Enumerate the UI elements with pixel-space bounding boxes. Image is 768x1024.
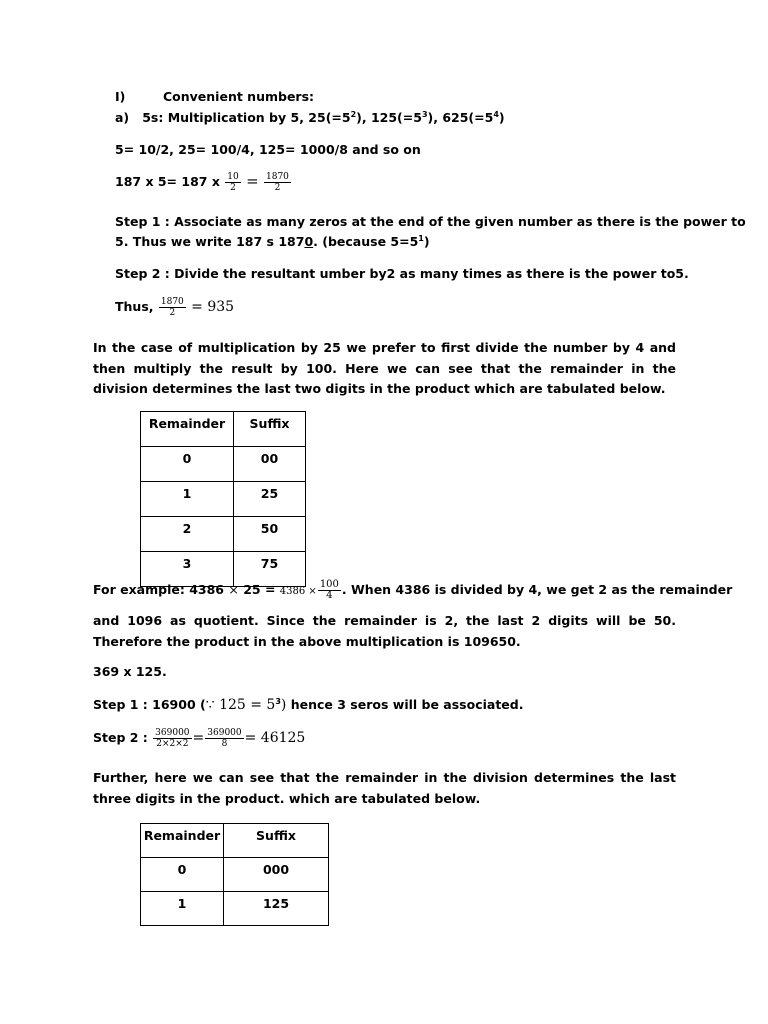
step1-line2	[115, 234, 430, 249]
table-row	[141, 482, 306, 517]
item-a-exp3: 4	[493, 109, 499, 119]
fraction-100-4	[318, 580, 341, 601]
fraction-denominator: 4	[326, 590, 333, 601]
item-a	[115, 110, 505, 125]
ex125-step1-pre: Step 1 : 16900 (	[93, 697, 206, 712]
ex125-step1-math: ∵ 125 = 5	[205, 697, 276, 713]
thus-line	[115, 297, 234, 318]
table-header-row	[141, 412, 306, 447]
ex125-step2-label: Step 2 :	[93, 730, 148, 745]
table-cell: 75	[234, 552, 306, 587]
table-row	[141, 892, 329, 926]
example2-post: . When 4386 is divided by 4, we get 2 as the remainder	[341, 582, 733, 597]
example2-pre: For example: 4386	[93, 582, 224, 597]
table-header-cell: Suffix	[224, 824, 329, 858]
fraction-numerator: 1870	[160, 297, 184, 307]
item-a-end: )	[498, 110, 505, 125]
fraction-denominator: 8	[221, 739, 228, 749]
ex125-step2-result: = 46125	[244, 730, 306, 746]
step1-line2-text: 5. Thus we write 187 s 187	[115, 234, 305, 249]
table-row	[141, 447, 306, 482]
table-cell: 1	[141, 482, 234, 517]
table-cell: 50	[234, 517, 306, 552]
table-header-cell: Remainder	[141, 824, 224, 858]
table-cell: 0	[141, 858, 224, 892]
equals-sign: =	[246, 172, 259, 190]
example2-continuation: and 1096 as quotient. Since the remainder is 2, the last 2 digits will be 50. Therefore the product in the above multiplication is 109650.	[93, 613, 676, 649]
fraction-denominator: 2×2×2	[156, 739, 189, 749]
table-cell: 3	[141, 552, 234, 587]
fraction-denominator: 2	[274, 183, 281, 193]
fraction-369000-2x2x2	[153, 728, 191, 749]
example2-small: 4386 ×	[279, 586, 317, 597]
fraction-369000-8	[205, 728, 243, 749]
thus-result: = 935	[191, 299, 235, 315]
suffix-table-25	[140, 411, 306, 587]
table-cell: 2	[141, 517, 234, 552]
item-a-mid2: ), 625(=5	[427, 110, 494, 125]
equals-sign: =	[192, 730, 205, 746]
table-row	[141, 858, 329, 892]
example-4386x25	[93, 580, 732, 601]
fraction-numerator: 100	[319, 579, 339, 590]
fraction-numerator: 369000	[155, 728, 190, 738]
fraction-denominator: 2	[230, 183, 236, 193]
ex125-step1	[93, 697, 523, 713]
table-cell: 00	[234, 447, 306, 482]
table-cell: 25	[234, 482, 306, 517]
paragraph-multiplication-25: In the case of multiplication by 25 we prefer to first divide the number by 4 and then multiply the result by 100. Here we can see that the remainder in the division determines the last two digits in the product which are tabulated below.	[93, 340, 676, 396]
item-a-marker: a)	[115, 110, 130, 125]
item-a-exp2: 3	[421, 109, 428, 119]
ex125-step2	[93, 728, 305, 749]
fraction-numerator: 1870	[266, 172, 289, 182]
step2-line: Step 2 : Divide the resultant umber by2 as many times as there is the power to5.	[115, 266, 689, 281]
item-a-mid1: ), 125(=5	[356, 110, 422, 125]
example-187x5	[115, 172, 292, 193]
step1-line2-end: )	[423, 234, 430, 249]
thus-label: Thus,	[115, 299, 154, 314]
section-marker: I)	[115, 89, 126, 104]
fraction-numerator: 10	[227, 172, 239, 182]
fraction-1870-2-result	[159, 297, 186, 318]
section-title: Convenient numbers:	[163, 89, 315, 104]
fraction-10-2	[225, 172, 240, 193]
step1-line1: Step 1 : Associate as many zeros at the end of the given number as there is the power to	[115, 214, 746, 229]
table-header-row	[141, 824, 329, 858]
ex125-step1-post: hence 3 seros will be associated.	[286, 697, 524, 712]
suffix-table-125	[140, 823, 329, 926]
step1-underlined-zero: 0	[304, 234, 314, 249]
fraction-1870-2	[264, 172, 291, 193]
table-header-cell: Remainder	[141, 412, 234, 447]
paragraph-multiplication-125: Further, here we can see that the remainder in the division determines the last three digits in the product. which are tabulated below.	[93, 770, 676, 806]
table-cell: 0	[141, 447, 234, 482]
fraction-numerator: 369000	[207, 728, 242, 738]
fraction-denominator: 2	[169, 308, 176, 318]
ex125-step1-close: )	[280, 697, 287, 713]
step1-line2-mid: . (because 5=5	[313, 234, 419, 249]
times-sign: ×	[228, 582, 239, 597]
example1-lhs: 187 x 5= 187 x	[115, 174, 220, 189]
table-header-cell: Suffix	[234, 412, 306, 447]
item-a-exp1: 2	[350, 109, 357, 119]
ex125-step1-exp: 3	[275, 696, 281, 706]
table-cell: 125	[224, 892, 329, 926]
table-cell: 000	[224, 858, 329, 892]
table-cell: 1	[141, 892, 224, 926]
step1-exp: 1	[418, 233, 424, 243]
table-row	[141, 517, 306, 552]
item-a-text: 5s: Multiplication by 5, 25(=5	[142, 110, 351, 125]
equivalence-line: 5= 10/2, 25= 100/4, 125= 1000/8 and so on	[115, 142, 421, 157]
example2-mid: 25 =	[243, 582, 276, 597]
example-369x125: 369 x 125.	[93, 664, 167, 679]
